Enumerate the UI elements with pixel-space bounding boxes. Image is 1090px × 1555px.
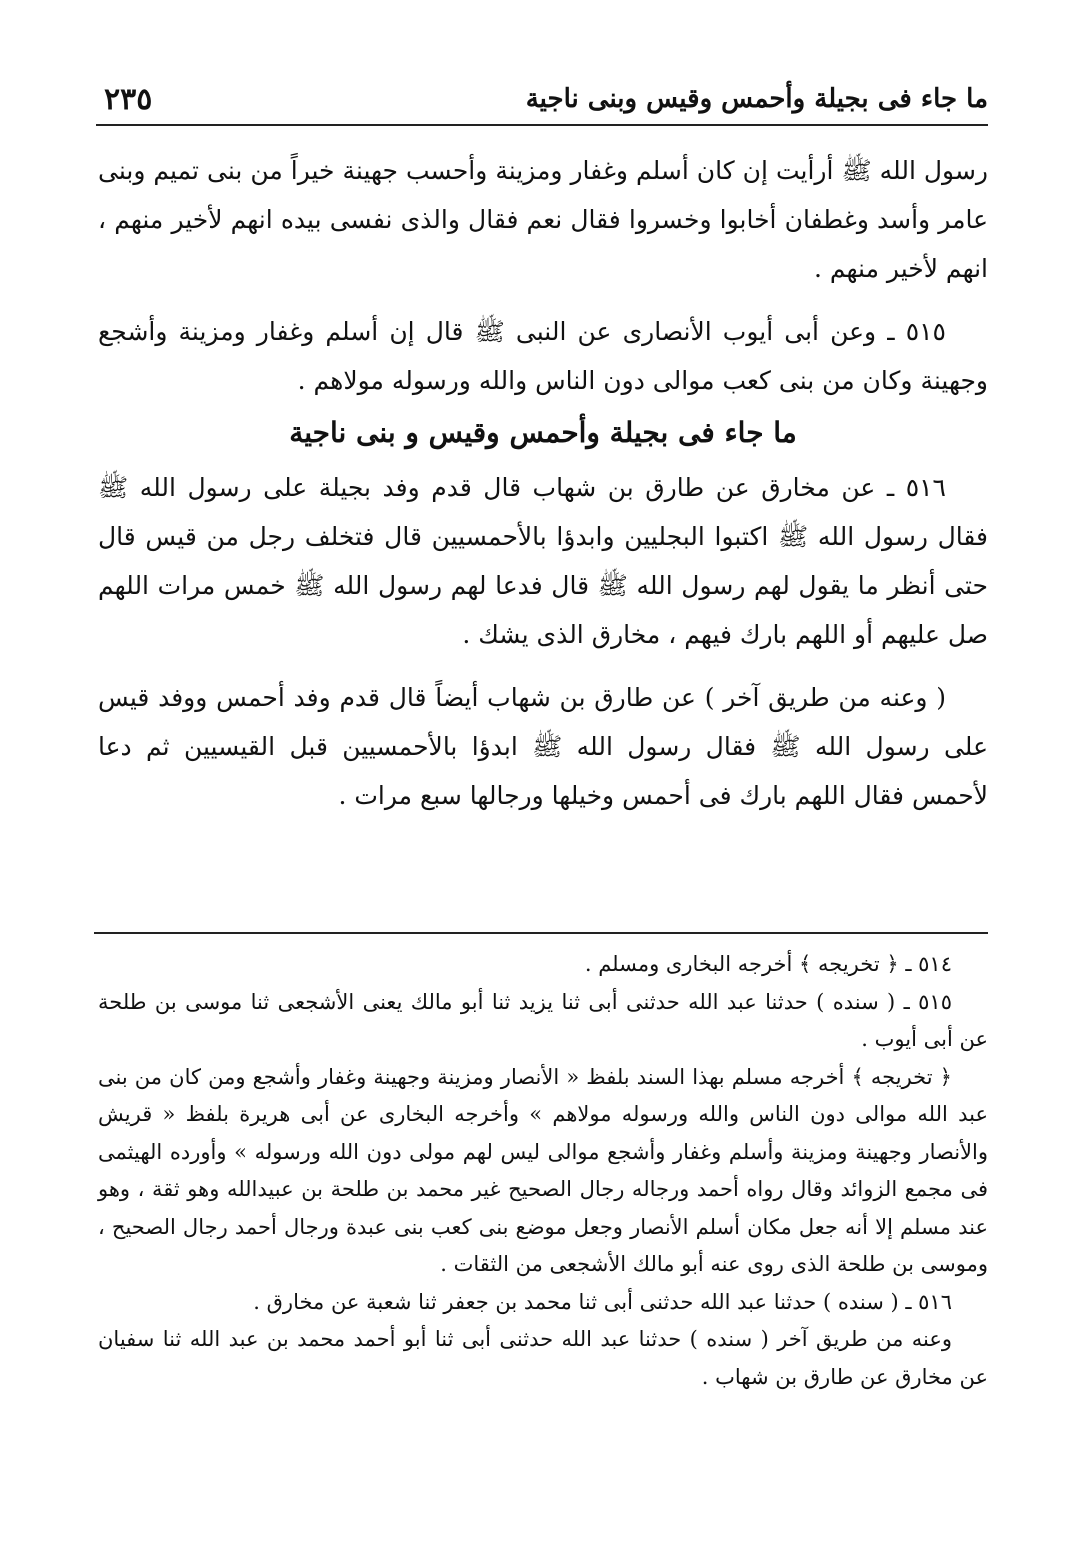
section-heading: ما جاء فى بجيلة وأحمس وقيس و بنى ناجية (289, 416, 797, 449)
note-516-variant-sanad: وعنه من طريق آخر ( سنده ) حدثنا عبد الله حدثنى أبى ثنا أبو أحمد محمد بن عبد الله ثنا سفيان عن مخارق عن طارق بن شهاب . (98, 1327, 988, 1389)
header-rule (96, 124, 988, 126)
note-515-sanad: ٥١٥ ـ ( سنده ) حدثنا عبد الله حدثنى أبى ثنا يزيد ثنا أبو مالك يعنى الأشجعى ثنا موسى بن طلحة عن أبى أيوب . (98, 989, 988, 1051)
note-515-takhrij: ﴿ تخريجه ﴾ أخرجه مسلم بهذا السند بلفظ « الأنصار ومزينة وجهينة وغفار وأشجع ومن كان من بنى عبد الله موالى دون الناس والله ورسوله مولاهم » وأخرجه البخارى عن أبى هريرة بلفظ « قريش والأنصار وجهينة ومزينة وأسلم وغفار وأشجع موالى ليس لهم مولى دون الله ورسوله » وأورده الهيثمى فى مجمع الزوائد وقال رواه أحمد ورجاله رجال الصحيح غير محمد بن طلحة بن عبيدالله وهو ثقة ، وهو عند مسلم إلا أنه جعل مكان أسلم الأنصار وجعل موضع بنى كعب بنى عبدة ورجال أحمد رجال الصحيح ، وموسى بن طلحة الذى روى عنه أبو مالك الأشجعى من الثقات . (98, 1064, 988, 1276)
page-number: ٢٣٥ (104, 82, 153, 117)
main-text (98, 146, 988, 820)
hadith-516: ٥١٦ ـ عن مخارق عن طارق بن شهاب قال قدم وفد بجيلة على رسول الله ﷺ فقال رسول الله ﷺ اكتبوا البجليين وابدؤا بالأحمسيين قال فتخلف رجل من قيس قال حتى أنظر ما يقول لهم رسول الله ﷺ قال فدعا لهم رسول الله ﷺ خمس مرات اللهم صل عليهم أو اللهم بارك فيهم ، مخارق الذى يشك . (98, 473, 988, 649)
hadith-516-variant: ( وعنه من طريق آخر ) عن طارق بن شهاب أيضاً قال قدم وفد أحمس ووفد قيس على رسول الله ﷺ فقال رسول الله ﷺ ابدؤا بالأحمسيين قبل القيسيين ثم دعا لأحمس فقال اللهم بارك فى أحمس وخيلها ورجالها سبع مرات . (98, 683, 988, 810)
running-title: ما جاء فى بجيلة وأحمس وقيس وبنى ناجية (525, 84, 988, 114)
paragraph-continuation: رسول الله ﷺ أرأيت إن كان أسلم وغفار ومزينة وأحسب جهينة خيراً من بنى تميم وبنى عامر وأسد وغطفان أخابوا وخسروا فقال نعم فقال والذى نفسى بيده انهم لأخير منهم ، انهم لأخير منهم . (98, 156, 988, 283)
footnotes (98, 946, 988, 1396)
note-514: ٥١٤ ـ ﴿ تخريجه ﴾ أخرجه البخارى ومسلم . (584, 952, 952, 976)
note-516-sanad: ٥١٦ ـ ( سنده ) حدثنا عبد الله حدثنى أبى ثنا محمد بن جعفر ثنا شعبة عن مخارق . (253, 1289, 952, 1314)
running-header (98, 80, 988, 124)
hadith-515: ٥١٥ ـ وعن أبى أيوب الأنصارى عن النبى ﷺ قال إن أسلم وغفار ومزينة وأشجع وجهينة وكان من بنى كعب موالى دون الناس والله ورسوله مولاهم . (98, 317, 988, 395)
footnote-rule (94, 932, 988, 934)
